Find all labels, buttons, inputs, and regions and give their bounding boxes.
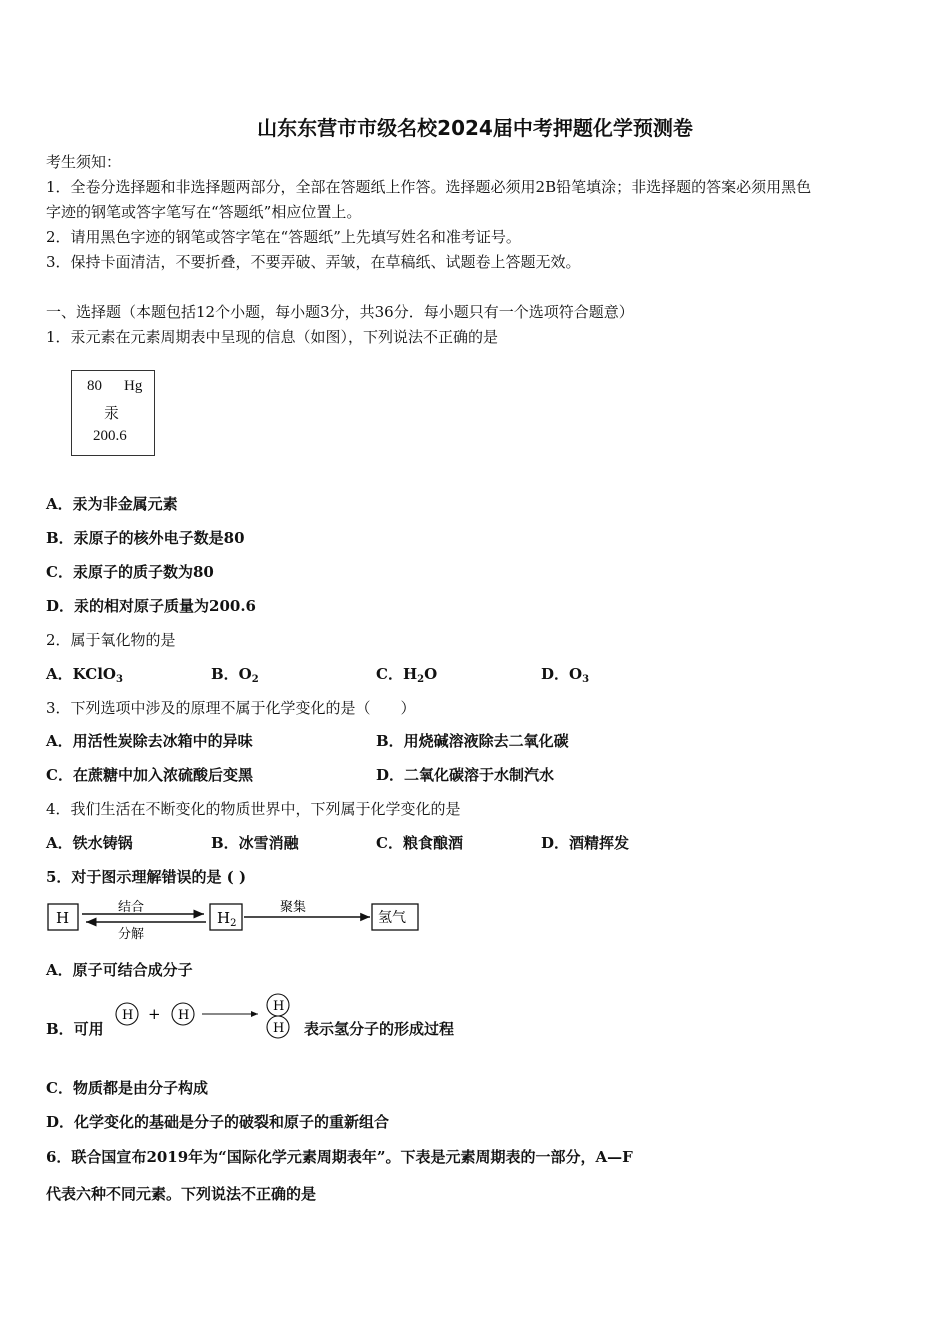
h2-atom-label-top: H — [273, 999, 285, 1014]
q5-option-b-prefix[interactable]: B．可用 — [46, 1020, 104, 1038]
q3-option-a[interactable]: A．用活性炭除去冰箱中的异味 — [46, 732, 253, 750]
notice-item-3: 3．保持卡面清洁，不要折叠，不要弄破、弄皱，在草稿纸、试题卷上答题无效。 — [46, 253, 581, 271]
molecule-h2-label: $H_2$ — [217, 909, 237, 929]
q2-stem: 2．属于氧化物的是 — [46, 631, 176, 649]
plus-sign: + — [148, 1005, 161, 1023]
q5-stem: 5．对于图示理解错误的是 ( ) — [46, 868, 247, 886]
q5-option-d[interactable]: D．化学变化的基础是分子的破裂和原子的重新组合 — [46, 1113, 390, 1131]
notice-item-1-line-1: 1．全卷分选择题和非选择题两部分，全部在答题纸上作答。选择题必须用2B铅笔填涂；非选择题的答案必须用黑色 — [46, 178, 812, 196]
atomic-number: 80 — [87, 378, 102, 394]
q1-option-a[interactable]: A．汞为非金属元素 — [46, 495, 178, 513]
element-symbol: Hg — [124, 378, 143, 394]
q2-option-b[interactable] — [211, 664, 259, 690]
hydrogen-process-diagram — [44, 898, 424, 944]
notice-item-1-line-2: 字迹的钢笔或答字笔写在“答题纸”相应位置上。 — [46, 203, 362, 221]
q1-option-c[interactable]: C．汞原子的质子数为80 — [46, 563, 214, 581]
q2-option-b-text: B．O — [211, 665, 252, 683]
h2-atom-label-bottom: H — [273, 1021, 285, 1036]
q5-option-c[interactable]: C．物质都是由分子构成 — [46, 1079, 208, 1097]
split-label: 分解 — [118, 927, 145, 942]
q6-stem-line-1: 6．联合国宣布2019年为“国际化学元素周期表年”。下表是元素周期表的一部分，A—F — [46, 1148, 633, 1166]
q4-option-d[interactable]: D．酒精挥发 — [541, 834, 630, 852]
q2-option-b-sub: 2 — [251, 674, 259, 685]
notice-heading: 考生须知： — [46, 153, 122, 171]
q2-option-d-text: D．O — [541, 665, 583, 683]
q2-option-c-suffix: O — [424, 665, 438, 683]
q1-stem: 1．汞元素在元素周期表中呈现的信息（如图），下列说法不正确的是 — [46, 328, 499, 346]
q2-option-a-text: A．KClO — [46, 665, 116, 683]
h-atom-label-2: H — [178, 1008, 190, 1023]
q5-option-b-suffix: 表示氢分子的形成过程 — [304, 1020, 455, 1038]
q4-option-b[interactable]: B．冰雪消融 — [211, 834, 299, 852]
q1-option-d[interactable]: D．汞的相对原子质量为200.6 — [46, 597, 256, 615]
q5-option-a[interactable]: A．原子可结合成分子 — [46, 961, 193, 979]
notice-item-2: 2．请用黑色字迹的钢笔或答字笔在“答题纸”上先填写姓名和准考证号。 — [46, 228, 521, 246]
hydrogen-atoms-bonding-diagram — [110, 990, 300, 1042]
element-name: 汞 — [104, 406, 120, 422]
q2-option-d-sub: 3 — [582, 674, 590, 685]
q4-stem: 4．我们生活在不断变化的物质世界中，下列属于化学变化的是 — [46, 800, 461, 818]
h-atom-label-1: H — [122, 1008, 134, 1023]
q2-option-c-sub: 2 — [417, 674, 425, 685]
atom-h-label: H — [56, 909, 70, 927]
hydrogen-gas-label: 氢气 — [378, 910, 406, 926]
q6-stem-line-2: 代表六种不同元素。下列说法不正确的是 — [46, 1185, 317, 1203]
q3-option-b[interactable]: B．用烧碱溶液除去二氧化碳 — [376, 732, 569, 750]
section-heading: 一、选择题（本题包括12个小题，每小题3分，共36分．每小题只有一个选项符合题意） — [46, 303, 634, 321]
q3-option-d[interactable]: D．二氧化碳溶于水制汽水 — [376, 766, 555, 784]
page-title: 山东东营市市级名校2024届中考押题化学预测卷 — [257, 116, 693, 140]
q1-option-b[interactable]: B．汞原子的核外电子数是80 — [46, 529, 245, 547]
q4-option-c[interactable]: C．粮食酿酒 — [376, 834, 463, 852]
gather-label: 聚集 — [280, 900, 307, 915]
atomic-mass: 200.6 — [93, 428, 127, 444]
q2-option-c[interactable] — [376, 664, 437, 690]
q4-option-a[interactable]: A．铁水铸锅 — [46, 834, 133, 852]
q2-option-d[interactable] — [541, 664, 589, 690]
q2-option-c-text: C．H — [376, 665, 418, 683]
q3-option-c[interactable]: C．在蔗糖中加入浓硫酸后变黑 — [46, 766, 253, 784]
element-cell-mercury — [71, 370, 155, 456]
q3-stem: 3．下列选项中涉及的原理不属于化学变化的是（ ） — [46, 699, 416, 717]
q2-option-a[interactable] — [46, 664, 123, 690]
q2-option-a-sub: 3 — [115, 674, 123, 685]
combine-label: 结合 — [118, 900, 145, 915]
